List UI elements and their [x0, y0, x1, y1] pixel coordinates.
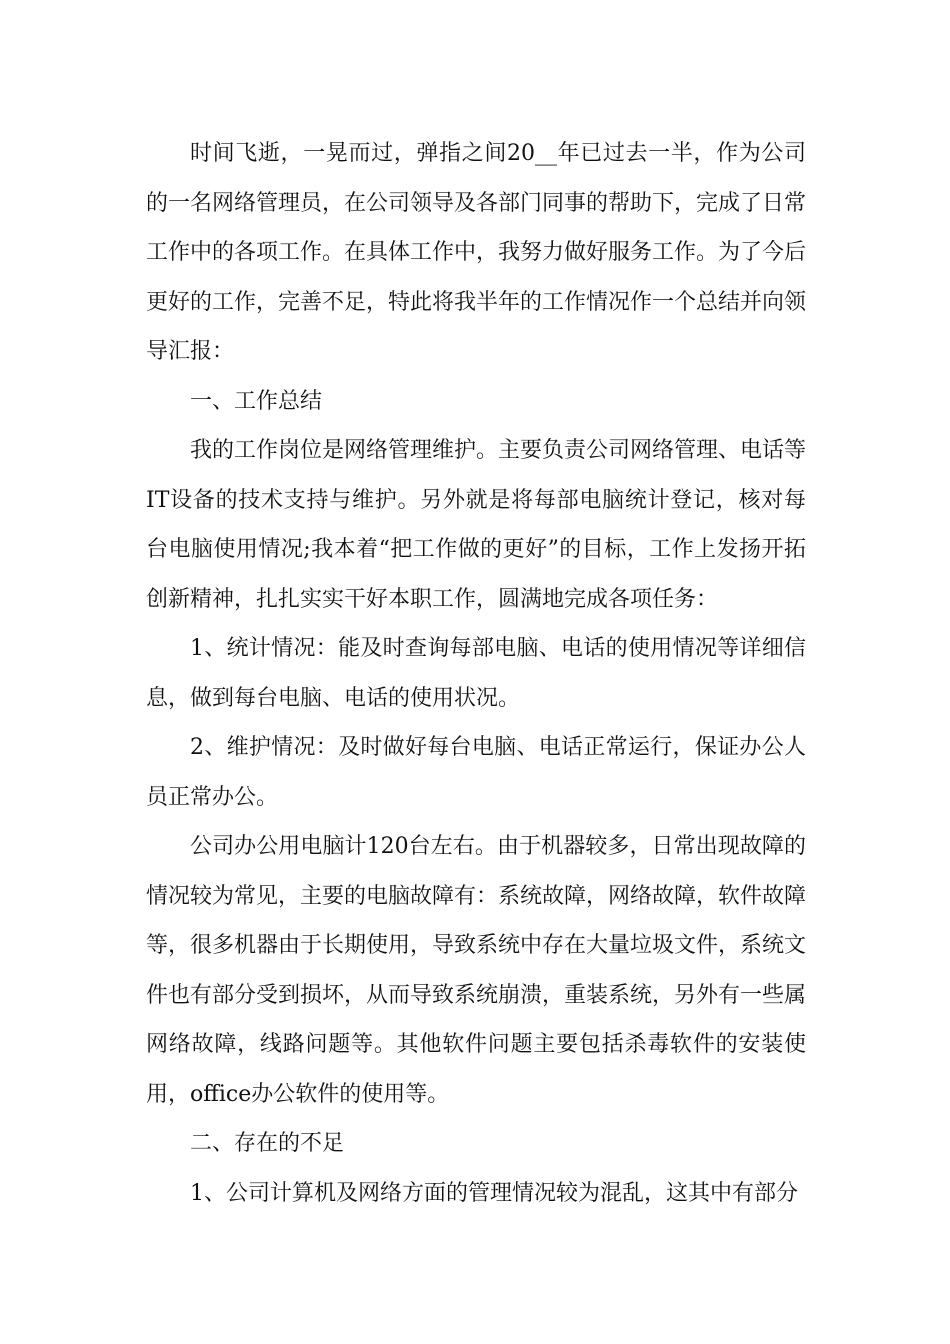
section-heading-shortcomings: 二、存在的不足 [190, 1131, 345, 1156]
list-item-maintenance: 2、维护情况：及时做好每台电脑、电话正常运行，保证办公人员正常办公。 [146, 735, 806, 810]
computer-faults-paragraph: 公司办公用电脑计120台左右。由于机器较多，日常出现故障的情况较为常见，主要的电脑故障有：系统故障，网络故障，软件故障等，很多机器由于长期使用，导致系统中存在大量垃圾文件，系统文件也有部分受到损坏，从而导致系统崩溃，重装系统，另外有一些属网络故障，线路问题等。其他软件问题主要包括杀毒软件的安装使用，office办公软件的使用等。 [146, 834, 807, 1107]
document-page [146, 129, 806, 1218]
section-heading-work-summary: 一、工作总结 [190, 388, 323, 414]
list-item-shortcoming-1: 1、公司计算机及网络方面的管理情况较为混乱，这其中有部分 [190, 1180, 798, 1206]
list-item-statistics: 1、统计情况：能及时查询每部电脑、电话的使用情况等详细信息，做到每台电脑、电话的使用状况。 [146, 636, 806, 711]
intro-paragraph: 时间飞逝，一晃而过，弹指之间20__年已过去一半，作为公司的一名网络管理员，在公司领导及各部门同事的帮助下，完成了日常工作中的各项工作。在具体工作中，我努力做好服务工作。为了今后更好的工作，完善不足，特此将我半年的工作情况作一个总结并向领导汇报： [146, 141, 807, 364]
job-description-paragraph: 我的工作岗位是网络管理维护。主要负责公司网络管理、电话等IT设备的技术支持与维护。另外就是将每部电脑统计登记，核对每台电脑使用情况;我本着“把工作做的更好”的目标，工作上发扬开拓创新精神，扎扎实实干好本职工作，圆满地完成各项任务： [146, 438, 807, 612]
